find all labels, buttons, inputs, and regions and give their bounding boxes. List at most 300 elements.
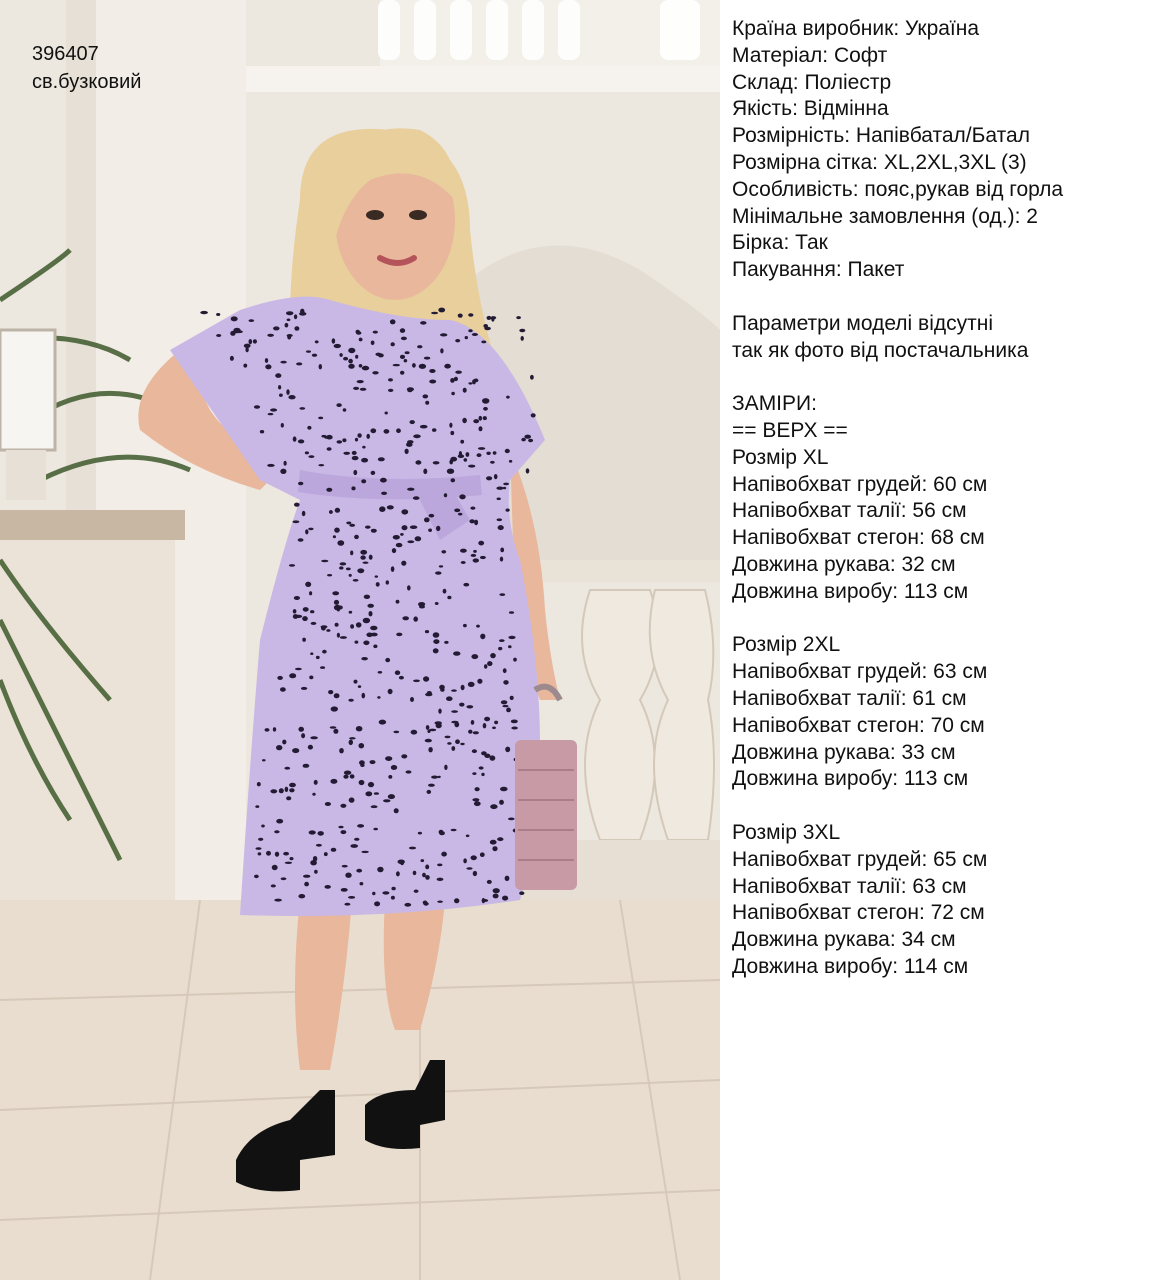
- dress-dot: [337, 540, 344, 546]
- dress-dot: [461, 561, 466, 564]
- dress-dot: [417, 345, 422, 348]
- dress-dot: [344, 903, 350, 906]
- dress-dot: [294, 596, 300, 600]
- dress-dot: [474, 379, 479, 383]
- dress-dot: [402, 616, 409, 620]
- dress-dot: [276, 819, 283, 824]
- dress-dot: [431, 312, 438, 315]
- size-measure: Довжина виробу: 113 см: [732, 767, 969, 791]
- dress-dot: [482, 398, 489, 404]
- dress-dot: [277, 676, 283, 680]
- dress-dot: [498, 647, 502, 650]
- dress-dot: [326, 488, 332, 492]
- dress-dot: [378, 353, 384, 357]
- dress-dot: [486, 476, 492, 480]
- dress-dot: [292, 748, 299, 753]
- dress-dot: [331, 706, 338, 711]
- dress-dot: [396, 633, 402, 637]
- dress-dot: [480, 556, 486, 559]
- dress-dot: [309, 676, 313, 680]
- dress-dot: [379, 506, 385, 512]
- dress-dot: [524, 435, 531, 439]
- dress-dot: [283, 852, 289, 856]
- dress-dot: [437, 864, 442, 867]
- dress-dot: [352, 451, 357, 455]
- dress-dot: [260, 430, 264, 433]
- dress-dot: [267, 464, 275, 467]
- dress-dot: [280, 361, 286, 364]
- dress-dot: [472, 798, 479, 801]
- dress-dot: [296, 362, 302, 365]
- dress-dot: [275, 373, 281, 378]
- dress-dot: [500, 557, 503, 562]
- dress-dot: [301, 687, 307, 690]
- dress-dot: [337, 633, 340, 638]
- dress-dot: [344, 771, 351, 775]
- dress-dot: [437, 878, 444, 881]
- size-measure: Напівобхват грудей: 60 см: [732, 472, 988, 496]
- dress-dot: [362, 366, 369, 371]
- dress-dot: [454, 898, 459, 903]
- dress-dot: [313, 856, 317, 861]
- dress-dot: [470, 507, 475, 510]
- dress-dot: [506, 708, 511, 713]
- dress-dot: [464, 458, 468, 462]
- dress-dot: [394, 808, 399, 813]
- dress-dot: [370, 626, 377, 631]
- dress-dot: [379, 720, 386, 725]
- dress-dot: [402, 525, 408, 530]
- dress-dot: [349, 574, 352, 577]
- dress-dot: [450, 431, 454, 435]
- dress-dot: [343, 775, 348, 779]
- dress-dot: [453, 651, 460, 655]
- dress-dot: [385, 658, 390, 662]
- dress-dot: [216, 313, 220, 316]
- dress-dot: [391, 887, 395, 891]
- dress-dot: [497, 518, 503, 521]
- dress-dot: [359, 364, 363, 368]
- dress-dot: [295, 668, 302, 671]
- dress-dot: [463, 624, 467, 627]
- dress-dot: [343, 452, 350, 455]
- dress-dot: [473, 419, 479, 423]
- dress-dot: [441, 852, 447, 857]
- dress-dot: [333, 729, 338, 734]
- dress-dot: [471, 554, 477, 557]
- dress-dot: [341, 888, 348, 892]
- dress-dot: [254, 875, 259, 879]
- size-block-2xl: [732, 632, 1152, 793]
- dress-dot: [289, 564, 295, 567]
- dress-dot: [353, 579, 359, 582]
- dress-dot: [433, 461, 440, 464]
- dress-dot: [351, 486, 355, 490]
- dress-dot: [484, 754, 490, 758]
- dress-dot: [355, 355, 358, 359]
- dress-dot: [391, 566, 395, 572]
- dress-dot: [463, 388, 467, 393]
- dress-dot: [324, 436, 329, 439]
- dress-dot: [415, 536, 422, 541]
- dress-dot: [459, 494, 465, 499]
- dress-dot: [487, 880, 492, 884]
- dress-dot: [384, 429, 390, 434]
- product-specs: [732, 16, 1152, 981]
- dress-dot: [360, 388, 367, 391]
- dress-dot: [378, 671, 383, 674]
- dress-dot: [308, 528, 313, 531]
- dress-dot: [479, 766, 484, 769]
- dress-dot: [362, 693, 366, 699]
- size-measure: Довжина рукава: 32 см: [732, 552, 956, 576]
- dress-dot: [432, 428, 436, 432]
- dress-dot: [356, 726, 363, 731]
- dress-dot: [285, 862, 292, 864]
- dress-dot: [275, 852, 279, 857]
- dress-dot: [481, 341, 486, 344]
- dress-dot: [444, 765, 447, 770]
- dress-dot: [366, 633, 372, 638]
- dress-dot: [528, 439, 533, 442]
- dress-dot: [335, 508, 340, 513]
- dress-dot: [368, 782, 374, 787]
- dress-dot: [340, 562, 347, 565]
- dress-dot: [385, 756, 392, 761]
- dress-dot: [371, 471, 376, 475]
- dress-dot: [447, 469, 454, 474]
- dress-dot: [471, 654, 478, 659]
- dress-dot: [468, 313, 473, 316]
- dress-dot: [413, 616, 418, 621]
- dress-dot: [459, 703, 464, 707]
- dress-dot: [423, 469, 427, 475]
- note-line: так як фото від постачальника: [732, 338, 1029, 362]
- dress-dot: [349, 737, 356, 739]
- dress-dot: [451, 478, 456, 482]
- dress-dot: [451, 746, 455, 751]
- dress-dot: [231, 316, 238, 321]
- dress-dot: [439, 685, 445, 690]
- dress-dot: [393, 731, 399, 734]
- dress-dot: [497, 498, 501, 501]
- dress-dot: [293, 609, 297, 613]
- dress-dot: [406, 770, 412, 773]
- dress-dot: [375, 575, 378, 577]
- dress-dot: [433, 648, 439, 653]
- dress-dot: [328, 690, 333, 694]
- dress-dot: [312, 354, 317, 357]
- dress-dot: [350, 844, 358, 848]
- dress-dot: [499, 800, 504, 805]
- dress-dot: [270, 408, 277, 411]
- dress-dot: [301, 733, 305, 738]
- dress-dot: [479, 426, 483, 431]
- dress-dot: [274, 830, 279, 833]
- dress-dot: [361, 479, 366, 483]
- dress-dot: [340, 636, 347, 639]
- dress-dot: [349, 611, 353, 614]
- attribute-size-type: Розмірність: Напівбатал/Батал: [732, 124, 1030, 148]
- dress-dot: [455, 339, 460, 342]
- dress-dot: [284, 767, 290, 770]
- dress-dot: [466, 452, 470, 457]
- dress-dot: [478, 447, 485, 450]
- dress-dot: [407, 389, 412, 392]
- dress-dot: [425, 875, 430, 880]
- dress-dot: [255, 805, 259, 808]
- dress-dot: [373, 828, 378, 831]
- dress-dot: [446, 696, 453, 701]
- dress-dot: [373, 645, 377, 649]
- dress-dot: [494, 721, 498, 725]
- dress-dot: [320, 666, 325, 669]
- dress-dot: [298, 894, 305, 898]
- dress-dot: [427, 790, 432, 794]
- dress-dot: [305, 582, 311, 587]
- dress-dot: [435, 721, 442, 724]
- dress-dot: [484, 664, 487, 668]
- dress-dot: [310, 652, 313, 655]
- dress-dot: [276, 745, 282, 750]
- size-measure: Напівобхват талії: 63 см: [732, 874, 967, 898]
- dress-dot: [298, 538, 304, 541]
- dress-dot: [249, 319, 255, 322]
- dress-dot: [393, 535, 400, 540]
- dress-dot: [468, 329, 472, 332]
- dress-dot: [363, 562, 369, 564]
- dress-dot: [431, 776, 438, 779]
- dress-dot: [309, 830, 316, 834]
- dress-dot: [349, 524, 355, 527]
- dress-dot: [294, 503, 300, 507]
- dress-dot: [325, 885, 331, 889]
- dress-dot: [463, 858, 467, 863]
- dress-dot: [471, 855, 477, 860]
- dress-dot: [254, 405, 260, 408]
- dress-dot: [437, 776, 440, 778]
- dress-dot: [377, 867, 383, 873]
- dress-dot: [330, 726, 337, 729]
- dress-dot: [308, 745, 313, 750]
- dress-dot: [378, 457, 385, 461]
- size-measure: Напівобхват грудей: 65 см: [732, 847, 988, 871]
- dress-dot: [422, 873, 426, 878]
- dress-dot: [355, 641, 359, 644]
- dress-dot: [505, 876, 510, 881]
- dress-dot: [501, 700, 508, 704]
- size-measure: Довжина рукава: 34 см: [732, 928, 956, 952]
- dress-dot: [404, 359, 408, 362]
- dress-dot: [413, 434, 421, 438]
- dress-dot: [374, 901, 380, 906]
- dress-dot: [333, 535, 336, 538]
- dress-dot: [443, 589, 447, 594]
- attribute-tag: Бірка: Так: [732, 231, 828, 255]
- dress-dot: [451, 392, 455, 396]
- dress-dot: [332, 338, 336, 343]
- dress-dot: [370, 760, 376, 764]
- dress-dot: [509, 460, 512, 463]
- dress-dot: [437, 901, 443, 903]
- dress-dot: [322, 650, 327, 654]
- dress-dot: [499, 639, 505, 642]
- dress-dot: [267, 334, 274, 337]
- dress-dot: [354, 838, 359, 841]
- dress-dot: [493, 894, 499, 899]
- size-measure: Напівобхват талії: 56 см: [732, 499, 967, 523]
- dress-dot: [460, 549, 467, 553]
- dress-dot: [404, 903, 411, 907]
- dress-dot: [388, 775, 392, 779]
- dress-dot: [321, 625, 328, 628]
- dress-dot: [486, 452, 490, 455]
- dress-dot: [310, 610, 314, 613]
- dress-dot: [391, 896, 395, 900]
- size-measure: Довжина виробу: 113 см: [732, 579, 969, 603]
- dress-dot: [340, 804, 346, 808]
- dress-dot: [376, 582, 380, 587]
- dress-dot: [412, 363, 416, 368]
- dress-dot: [302, 616, 308, 621]
- dress-dot: [385, 412, 388, 415]
- dress-dot: [472, 772, 476, 775]
- dress-dot: [284, 461, 287, 466]
- dress-dot: [490, 653, 496, 658]
- dress-dot: [476, 625, 480, 628]
- dress-dot: [435, 602, 439, 605]
- dress-dot: [506, 509, 510, 512]
- dress-dot: [326, 629, 330, 632]
- dress-dot: [285, 787, 289, 792]
- dress-dot: [305, 529, 308, 534]
- dress-dot: [445, 736, 451, 739]
- dress-dot: [289, 788, 294, 792]
- attribute-size-grid: Розмірна сітка: XL,2XL,3XL (3): [732, 150, 1027, 174]
- dress-dot: [498, 525, 504, 530]
- dress-dot: [503, 680, 508, 685]
- dress-dot: [370, 428, 376, 433]
- dress-dot: [299, 312, 306, 316]
- dress-dot: [502, 896, 508, 901]
- dress-dot: [372, 371, 378, 374]
- dress-dot: [428, 784, 435, 787]
- dress-dot: [281, 877, 287, 880]
- size-title: Розмір 3XL: [732, 820, 841, 844]
- dress-dot: [339, 566, 343, 569]
- dress-dot: [298, 439, 304, 443]
- dress-dot: [466, 835, 470, 838]
- dress-dot: [338, 826, 343, 829]
- dress-dot: [316, 844, 322, 847]
- dress-dot: [327, 574, 332, 576]
- dress-dot: [360, 555, 365, 559]
- dress-dot: [288, 395, 295, 399]
- dress-dot: [369, 555, 373, 560]
- dress-dot: [280, 469, 286, 474]
- dress-dot: [334, 600, 339, 605]
- dress-dot: [348, 364, 354, 369]
- dress-dot: [357, 380, 364, 383]
- dress-dot: [396, 543, 403, 547]
- dress-dot: [447, 596, 451, 599]
- dress-dot: [386, 580, 389, 584]
- dress-dot: [349, 797, 355, 802]
- dress-dot: [292, 520, 299, 523]
- dress-dot: [337, 440, 343, 443]
- dress-dot: [335, 623, 339, 627]
- dress-dot: [400, 371, 404, 375]
- dress-dot: [516, 316, 521, 319]
- dress-dot: [451, 710, 458, 713]
- size-measure: Напівобхват стегон: 70 см: [732, 713, 985, 737]
- dress-dot: [459, 451, 462, 456]
- dress-dot: [477, 453, 482, 457]
- dress-dot: [526, 468, 530, 473]
- dress-dot: [359, 780, 365, 785]
- dress-dot: [511, 720, 518, 724]
- dress-dot: [407, 585, 411, 590]
- dress-dot: [407, 540, 414, 543]
- dress-dot: [388, 794, 395, 799]
- dress-dot: [365, 526, 371, 529]
- dress-dot: [396, 600, 400, 604]
- dress-dot: [508, 636, 515, 639]
- dress-dot: [401, 561, 406, 566]
- dress-dot: [272, 865, 278, 870]
- dress-dot: [439, 565, 443, 567]
- dress-dot: [492, 846, 497, 851]
- dress-dot: [352, 456, 359, 460]
- dress-dot: [429, 514, 435, 518]
- dress-dot: [466, 705, 473, 708]
- dress-dot: [510, 696, 514, 700]
- dress-dot: [303, 764, 306, 767]
- dress-dot: [390, 319, 396, 324]
- dress-dot: [273, 326, 280, 330]
- dress-dot: [473, 550, 477, 553]
- dress-dot: [471, 720, 475, 725]
- dress-dot: [342, 865, 348, 868]
- dress-dot: [420, 321, 426, 325]
- dress-dot: [363, 641, 369, 646]
- dress-dot: [410, 420, 415, 424]
- dress-dot: [425, 401, 429, 405]
- dress-dot: [480, 852, 485, 857]
- dress-dot: [454, 377, 458, 381]
- dress-dot: [265, 358, 268, 363]
- attribute-packaging: Пакування: Пакет: [732, 258, 905, 282]
- dress-dot: [447, 742, 451, 745]
- dress-dot: [401, 754, 407, 758]
- dress-dot: [444, 641, 448, 644]
- dress-dot: [477, 679, 482, 684]
- dress-dot: [350, 624, 354, 628]
- dress-dot: [306, 350, 311, 352]
- dress-dot: [243, 364, 247, 368]
- dress-dot: [345, 873, 351, 878]
- measurements-title: ЗАМІРИ:: [732, 392, 817, 416]
- dress-dot: [349, 740, 353, 746]
- dress-dot: [490, 804, 497, 809]
- dress-dot: [271, 884, 276, 887]
- dress-dot: [480, 634, 485, 640]
- dress-dot: [414, 890, 419, 893]
- dress-dot: [436, 526, 440, 531]
- dress-dot: [473, 731, 479, 734]
- dress-dot: [357, 433, 361, 438]
- dress-dot: [334, 344, 341, 348]
